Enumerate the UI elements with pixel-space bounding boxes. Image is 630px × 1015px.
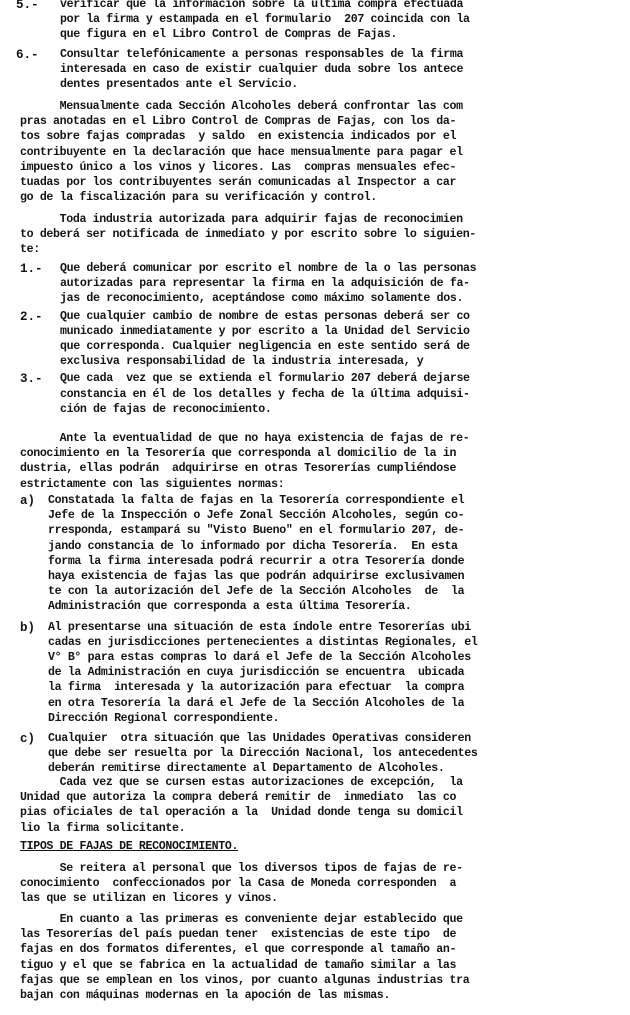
list-item-number: 2.- [20,309,43,324]
paragraph-line: contribuyente en la declaración que hace mensualmente para pagar el [20,145,463,159]
paragraph-line: dustria, ellas podrán adquirirse en otras Tesorerías cumpliéndose [20,462,457,476]
paragraph-line: conocimiento confeccionados por la Casa de Moneda corresponden a [20,877,457,891]
list-item-line: autorizadas para representar la firma en la adquisición de fa- [60,277,470,291]
paragraph-line: Unidad que autoriza la compra deberá remitir de inmediato las co [20,791,457,805]
list-item-number: b) [20,620,36,635]
paragraph-line: Mensualmente cada Sección Alcoholes deberá confrontar las com [20,100,463,113]
list-item-line: jando constancia de lo informado por dicha Tesorería. En esta [48,539,458,553]
list-item-line: Cualquier otra situación que las Unidades Operativas consideren [48,732,471,745]
list-item-line: de la Administración en cuya jurisdicción se encuentra ubicada [48,666,465,680]
paragraph-line: Se reitera al personal que los diversos tipos de fajas de re- [20,862,463,875]
paragraph-line: fajas en dos formatos diferentes, el que corresponde al tamaño an- [20,943,457,957]
paragraph-line: pras anotadas en el Libro Control de Compras de Fajas, con los da- [20,115,457,129]
list-item-line: que figura en el Libro Control de Compras de Fajas. [60,28,397,42]
list-item-line: V° B° para estas compras lo dará el Jefe de la Sección Alcoholes [48,651,471,664]
list-item-line: Que cada vez que se extienda el formulario 207 deberá dejarse [60,372,470,386]
list-item-line: Que deberá comunicar por escrito el nombre de la o las personas [60,262,477,275]
list-item-line: verificar que la información sobre la última compra efectuada [60,0,464,11]
list-item-line: Constatada la falta de fajas en la Tesorería correspondiente el [48,494,465,507]
list-item-line: Administración que corresponda a esta última Tesorería. [48,600,412,614]
list-item-line: deberán remitirse directamente al Departamento de Alcoholes. [48,762,445,776]
paragraph-line: tiguo y el que se fabrica en la actualidad de tamaño similar a las [20,958,457,972]
list-item-line: Que cualquier cambio de nombre de estas personas deberá ser co [60,309,470,323]
paragraph-line: go de la fiscalización para su verificación y control. [20,191,377,205]
paragraph-line: Toda industria autorizada para adquirir fajas de reconocimien [20,213,463,226]
paragraph-line: bajan con máquinas modernas en la apoción de las mismas. [20,989,391,1002]
list-item-line: dentes presentados ante el Servicio. [60,78,298,91]
paragraph-line: tuadas por los contribuyentes serán comunicadas al Inspector a car [20,176,457,189]
list-item-line: Jefe de la Inspección o Jefe Zonal Sección Alcoholes, según co- [48,509,465,523]
list-item-line: cadas en jurisdicciones pertenecientes a distintas Regionales, el [48,635,478,649]
list-item-line: que corresponda. Cualquier negligencia en este sentido será de [60,340,470,353]
paragraph-line: las que se utilizan en licores y vinos. [20,892,278,906]
paragraph-line: conocimiento en la Tesorería que corresponda al domicilio de la in [20,447,457,461]
list-item-number: 3.- [20,372,43,387]
paragraph-line: pias oficiales de tal operación a la Unidad donde tenga su domicil [20,806,463,820]
paragraph-line: tos sobre fajas compradas y saldo en existencia indicados por el [20,130,457,144]
list-item-line: jas de reconocimiento, aceptándose como máximo solamente dos. [60,292,464,306]
list-item-line: interesada en caso de existir cualquier duda sobre los antece [60,62,464,76]
list-item-number: 5.- [16,0,39,12]
section-heading: TIPOS DE FAJAS DE RECONOCIMIENTO. [20,840,239,853]
list-item-line: que debe ser resuelta por la Dirección Nacional, los antecedentes [48,747,478,761]
list-item-number: c) [20,732,36,746]
list-item-line: forma la firma interesada podrá recurrir a otra Tesorería donde [48,554,465,568]
list-item-line: Al presentarse una situación de esta índole entre Tesorerías ubi [48,620,471,634]
list-item-line: haya existencia de fajas las que podrán adquirirse exclusivamen [48,570,465,583]
list-item-line: Consultar telefónicamente a personas responsables de la firma [60,47,464,61]
list-item-line: constancia en él de los detalles y fecha de la última adquisi- [60,387,470,401]
list-item-number: 6.- [16,47,39,62]
paragraph-line: Ante la eventualidad de que no haya existencia de fajas de re- [20,432,470,445]
paragraph-line: te: [20,243,40,257]
list-item-line: por la firma y estampada en el formulario 207 coincida con la [60,13,470,27]
list-item-line: te con la autorización del Jefe de la Sección Alcoholes de la [48,585,465,599]
list-item-line: rresponda, estampará su "Visto Bueno" en el formulario 207, de- [48,524,465,538]
paragraph-line: En cuanto a las primeras es conveniente dejar establecido que [20,913,463,926]
paragraph-line: lio la firma solicitante. [20,821,186,835]
list-item-line: exclusiva responsabilidad de la industria interesada, y [60,355,424,369]
paragraph-line: impuesto único a los vinos y licores. Las compras mensuales efec- [20,160,457,174]
list-item-number: a) [20,494,36,508]
paragraph-line: fajas que se emplean en los vinos, por cuanto algunas industrias tra [20,973,470,987]
paragraph-line: las Tesorerías del país puedan tener existencias de este tipo de [20,928,457,942]
list-item-line: ción de fajas de reconocimiento. [60,402,272,416]
paragraph-line: Cada vez que se cursen estas autorizaciones de excepción, la [20,776,463,789]
paragraph-line: estrictamente con las siguientes normas: [20,477,285,491]
paragraph-line: to deberá ser notificada de inmediato y por escrito sobre lo siguien- [20,228,476,242]
list-item-number: 1.- [20,262,43,276]
list-item-line: municado inmediatamente y por escrito a la Unidad del Servicio [60,324,470,338]
list-item-line: Dirección Regional correspondiente. [48,711,280,725]
list-item-line: en otra Tesorería la dará el Jefe de la Sección Alcoholes de la [48,696,465,710]
list-item-line: la firma interesada y la autorización para efectuar la compra [48,681,465,695]
